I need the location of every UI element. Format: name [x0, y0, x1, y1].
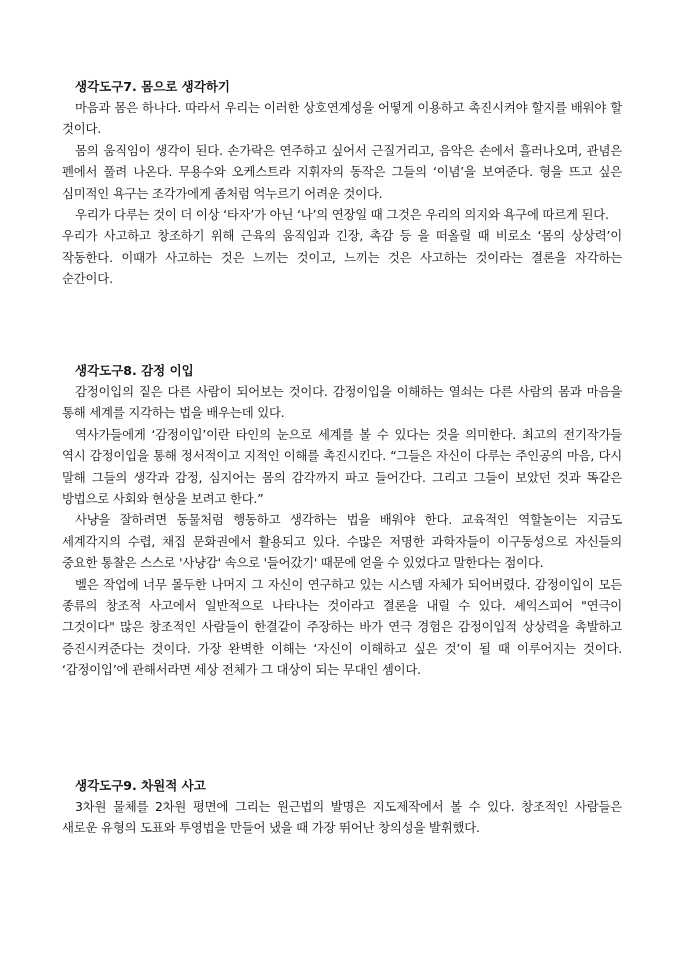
paragraph: 사냥을 잘하려면 동물처럼 행동하고 생각하는 법을 배워야 한다. 교육적인 역할놀이는 지금도 세계각지의 수렵, 채집 문화권에서 활용되고 있다. 수많은 저명한 과학자들이 이구동성으로 자신들의 중요한 통찰은 스스로 '사냥감' 속으로 '들어갔기' 때문에 얻을 수 있었다고 말한다는 점이다. — [62, 512, 622, 571]
paragraph: 감정이입의 짙은 다른 사람이 되어보는 것이다. 감정이입을 이해하는 열쇠는 다른 사람의 몸과 마음을 통해 세계를 지각하는 법을 배우는데 있다. — [62, 384, 622, 421]
section-empathy — [62, 360, 622, 681]
paragraph: 역사가들에게 ‘감정이입’이란 타인의 눈으로 세계를 볼 수 있다는 것을 의미한다. 최고의 전기작가들 역시 감정이입을 통해 정서적이고 지적인 이해를 촉진시킨다. “그들은 자신이 다루는 주인공의 마음, 다시 말해 그들의 생각과 감정, 심지어는 몸의 감각까지 파고 들어간다. 그리고 그들이 보았던 것과 똑같은 방법으로 사회와 현상을 보려고 한다.” — [62, 426, 622, 507]
section-heading: 생각도구9. 차원적 사고 — [75, 778, 206, 793]
paragraph: 우리가 다루는 것이 더 이상 ‘타자’가 아닌 ‘나’의 연장일 때 그것은 우리의 의지와 욕구에 따르게 된다. — [75, 207, 609, 223]
paragraph: 우리가 사고하고 창조하기 위해 근육의 움직임과 긴장, 촉감 등 을 떠올릴 때 비로소 ‘몸의 상상력’이 작동한다. 이때가 사고하는 것은 느끼는 것이고, 느끼는 것은 사고하는 것이라는 결론을 자각하는 순간이다. — [62, 228, 622, 287]
section-dimensional-thinking — [62, 775, 622, 839]
section-body-thinking — [62, 76, 622, 290]
paragraph: 마음과 몸은 하나다. 따라서 우리는 이러한 상호연계성을 어떻게 이용하고 촉진시켜야 할지를 배워야 할 것이다. — [62, 100, 622, 137]
paragraph: 몸의 움직임이 생각이 된다. 손가락은 연주하고 싶어서 근질거리고, 음악은 손에서 흘러나오며, 관념은 펜에서 풀려 나온다. 무용수와 오케스트라 지휘자의 동작은 그들의 ‘이념’을 보여준다. 형을 뜨고 싶은 심미적인 욕구는 조각가에게 좀처럼 억누르기 어려운 것이다. — [62, 142, 622, 201]
section-heading: 생각도구8. 감정 이입 — [75, 363, 194, 378]
paragraph: 벨은 작업에 너무 몰두한 나머지 그 자신이 연구하고 있는 시스템 자체가 되어버렸다. 감정이입이 모든 종류의 창조적 사고에서 일반적으로 나타나는 것이라고 결론을 내릴 수 있다. 셰익스피어 "연극이 그것이다" 많은 창조적인 사람들이 한결같이 주장하는 바가 연극 경험은 감정이입적 상상력을 촉발하고 증진시켜준다는 것이다. 가장 완벽한 이해는 ‘자신이 이해하고 싶은 것’이 될 때 이루어지는 것이다. ‘감정이입’에 관해서라면 세상 전체가 그 대상이 되는 무대인 셈이다. — [62, 576, 622, 678]
section-heading: 생각도구7. 몸으로 생각하기 — [75, 79, 230, 94]
paragraph: 3차원 물체를 2차원 평면에 그리는 원근법의 발명은 지도제작에서 볼 수 있다. 창조적인 사람들은 새로운 유형의 도표와 투영법을 만들어 냈을 때 가장 뛰어난 창의성을 발휘했다. — [62, 799, 622, 836]
